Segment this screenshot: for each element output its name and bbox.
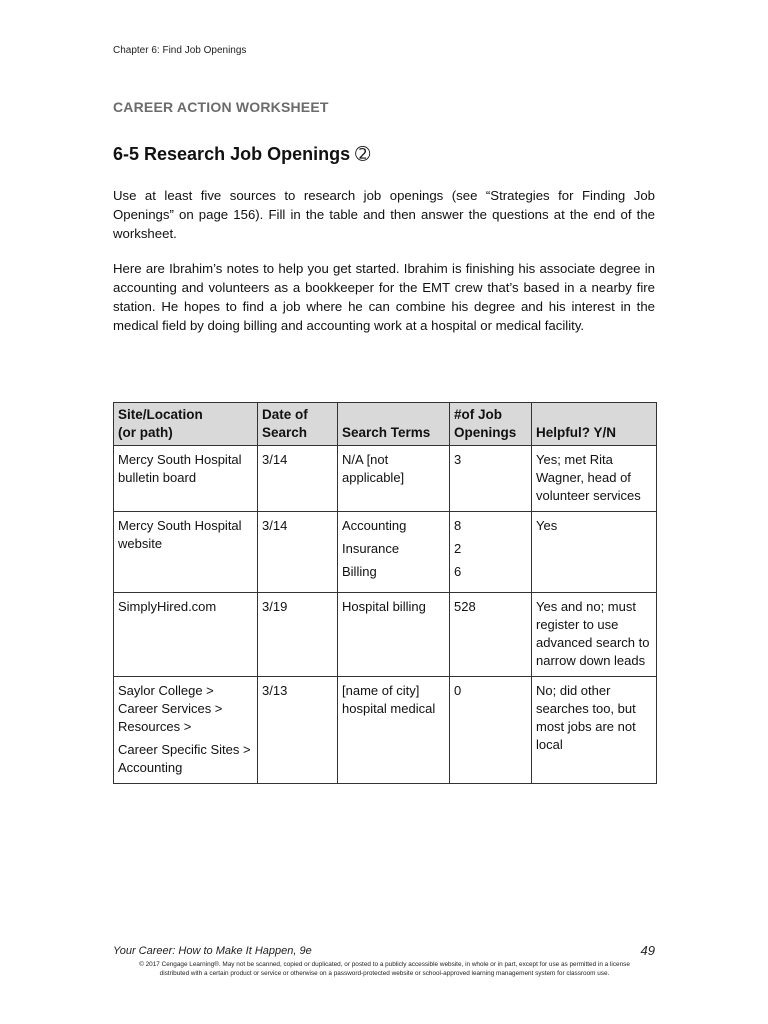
cell-search-terms: [name of city] hospital medical xyxy=(338,677,450,784)
cell-date: 3/19 xyxy=(258,593,338,677)
page-title: 6-5 Research Job Openings ➁ xyxy=(113,144,371,164)
header-openings: #of Job Openings xyxy=(450,403,532,446)
cell-date: 3/13 xyxy=(258,677,338,784)
table-header-row xyxy=(114,403,657,446)
header-site: Site/Location (or path) xyxy=(114,403,258,446)
table-row xyxy=(114,593,657,677)
cell-site: Mercy South Hospital website xyxy=(114,512,258,593)
table-row xyxy=(114,512,657,593)
copyright-notice: © 2017 Cengage Learning®. May not be scanned, copied or duplicated, or posted to a publicly accessible website, in whole or in part, except for use as permitted in a license distributed with a certain product or service or otherwise on a password-protected website or school-approved learning management system for classroom use. xyxy=(139,961,630,977)
cell-search-terms: N/A [not applicable] xyxy=(338,446,450,512)
chapter-header: Chapter 6: Find Job Openings xyxy=(113,45,247,56)
cell-search-terms: Hospital billing xyxy=(338,593,450,677)
cell-helpful: Yes; met Rita Wagner, head of volunteer services xyxy=(532,446,657,512)
cell-helpful: No; did other searches too, but most jobs are not local xyxy=(532,677,657,784)
cell-date: 3/14 xyxy=(258,446,338,512)
cell-site: Saylor College > Career Services > Resources > Career Specific Sites > Accounting xyxy=(114,677,258,784)
cell-search-terms: Accounting Insurance Billing xyxy=(338,512,450,593)
cell-openings: 3 xyxy=(450,446,532,512)
intro-paragraph: Use at least five sources to research job openings (see “Strategies for Finding Job Openings” on page 156). Fill in the table and then answer the questions at the end of the worksheet. xyxy=(113,188,655,241)
cell-date: 3/14 xyxy=(258,512,338,593)
cell-helpful: Yes xyxy=(532,512,657,593)
cell-site: Mercy South Hospital bulletin board xyxy=(114,446,258,512)
cell-openings: 528 xyxy=(450,593,532,677)
cell-site: SimplyHired.com xyxy=(114,593,258,677)
header-search-terms: Search Terms xyxy=(338,403,450,446)
section-label: CAREER ACTION WORKSHEET xyxy=(113,99,329,115)
page-number: 49 xyxy=(640,943,655,958)
table-row xyxy=(114,446,657,512)
header-date: Date of Search xyxy=(258,403,338,446)
job-research-table xyxy=(113,402,657,784)
cell-helpful: Yes and no; must register to use advanced search to narrow down leads xyxy=(532,593,657,677)
cell-openings: 0 xyxy=(450,677,532,784)
cell-openings: 8 2 6 xyxy=(450,512,532,593)
table-row xyxy=(114,677,657,784)
footer-book-title: Your Career: How to Make It Happen, 9e xyxy=(113,945,312,957)
header-helpful: Helpful? Y/N xyxy=(532,403,657,446)
example-paragraph: Here are Ibrahim’s notes to help you get started. Ibrahim is finishing his associate degree in accounting and volunteers as a bookkeeper for the EMT crew that’s based in a nearby fire station. He hopes to find a job where he can combine his degree and his interest in the medical field by doing billing and accounting work at a hospital or medical facility. xyxy=(113,261,655,333)
